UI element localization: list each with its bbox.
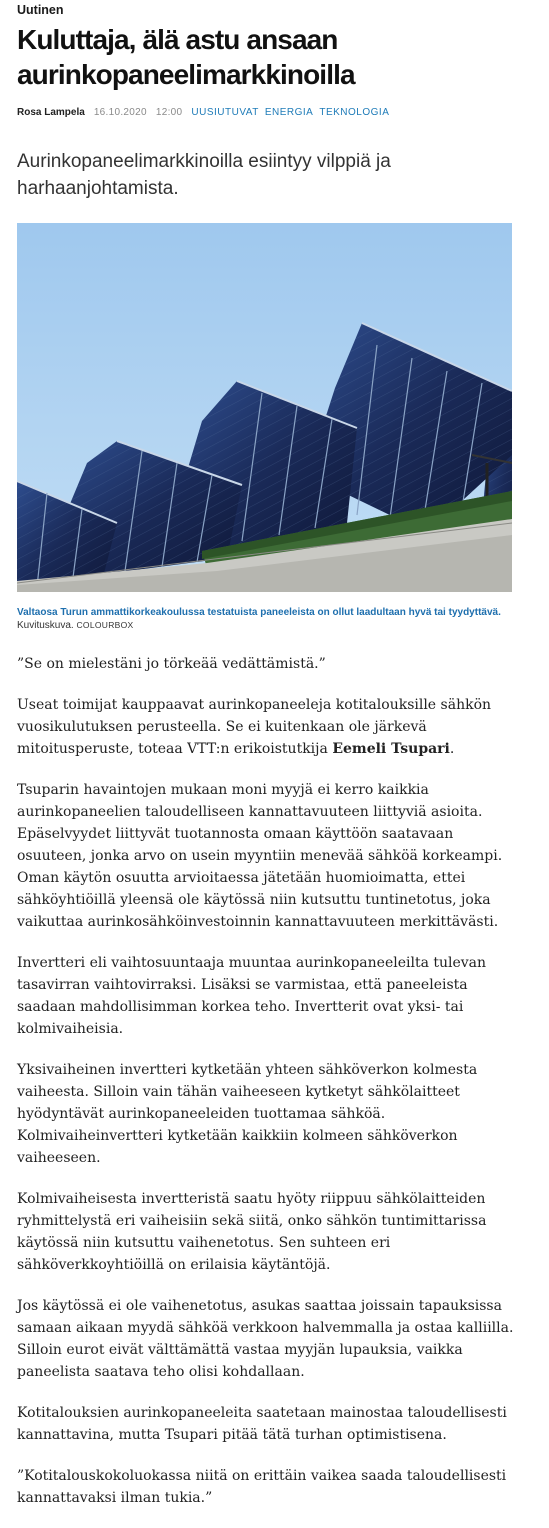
section-label: Uutinen xyxy=(17,3,64,17)
paragraph: Kotitalouksien aurinkopaneeleita saatetaan mainostaa taloudellisesti kannattavina, mutta Tsupari pitää tätä turhan optimistisena. xyxy=(17,1405,507,1443)
publish-time: 12:00 xyxy=(155,107,183,118)
tag-energia[interactable]: ENERGIA xyxy=(264,107,314,118)
paragraph: Jos käytössä ei ole vaihenetotus, asukas saattaa joissain tapauksissa samaan aikaan myydä sähköä verkkoon halvemmalla ja ostaa kalliilla. Silloin eurot eivät välttämättä vastaa myyjän lupauksia, vaikka paneelista saatava teho olisi kohdallaan. xyxy=(17,1298,514,1380)
image-credit: Kuvituskuva. xyxy=(17,620,74,631)
paragraph: Useat toimijat kauppaavat aurinkopaneeleja kotitalouksille sähkön vuosikulutuksen perusteella. Se ei kuitenkaan ole järkevä mitoitusperuste, toteaa VTT:n erikoistutkija Eemeli Tsupari. xyxy=(17,697,492,757)
caption-text: Valtaosa Turun ammattikorkeakoulussa testatuista paneeleista on ollut laadultaan hyvä tai tyydyttävä. xyxy=(17,607,501,618)
publish-date: 16.10.2020 xyxy=(93,107,147,118)
article-body xyxy=(17,653,515,1528)
author-name[interactable]: Rosa Lampela xyxy=(17,107,85,118)
article-title: Kuluttaja, älä astu ansaan aurinkopaneelimarkkinoilla xyxy=(17,24,355,90)
paragraph: Invertteri eli vaihtosuuntaaja muuntaa aurinkopaneeleilta tulevan tasavirran vaihtovirraksi. Lisäksi se varmistaa, että paneeleista saadaan mahdollisimman korkea teho. Invertterit ovat yksi- tai kolmivaiheisia. xyxy=(17,955,487,1037)
image-source: COLOURBOX xyxy=(76,620,134,630)
tag-teknologia[interactable]: TEKNOLOGIA xyxy=(319,107,390,118)
article-lead: Aurinkopaneelimarkkinoilla esiintyy vilppiä ja harhaanjohtamista. xyxy=(17,151,391,199)
paragraph: ”Se on mielestäni jo törkeää vedättämistä.” xyxy=(17,656,326,672)
solar-panels-photo xyxy=(17,223,512,592)
expert-name: Eemeli Tsupari xyxy=(332,741,450,757)
paragraph: Kolmivaiheisesta invertteristä saatu hyöty riippuu sähkölaitteiden ryhmittelystä eri vaiheisiin sekä siitä, onko sähkön tuntimittarissa käytössä niin kutsuttu vaihenetotus. Sen suhteen eri sähköverkkoyhtiöillä on erilaisia käytäntöjä. xyxy=(17,1191,487,1273)
paragraph: Tsuparin havaintojen mukaan moni myyjä ei kerro kaikkia aurinkopaneelien taloudelliseen kannattavuuteen liittyviä asioita. Epäselvyydet liittyvät tuotannosta omaan käyttöön saatavaan osuuteen, jonka arvo on usein myyntiin menevää sähköä korkeampi. Oman käytön osuutta arvioitaessa jätetään huomioimatta, ettei sähköyhtiöillä yleensä ole käytössä niin kutsuttu tuntinetotus, joka vaikuttaa aurinkosähköinvestoinnin kannattavuuteen merkittävästi. xyxy=(17,782,503,930)
paragraph: ”Kotitalouskokoluokassa niitä on erittäin vaikea saada taloudellisesti kannattavaksi ilman tukia.” xyxy=(17,1468,507,1506)
image-caption xyxy=(17,606,515,632)
tag-uusiutuvat[interactable]: UUSIUTUVAT xyxy=(191,107,259,118)
byline xyxy=(17,107,395,118)
paragraph: Yksivaiheinen invertteri kytketään yhteen sähköverkon kolmesta vaiheesta. Silloin vain tähän vaiheeseen kytketyt sähkölaitteet hyödyntävät aurinkopaneeleiden tuottamaa sähköä. Kolmivaiheinvertteri kytketään kaikkiin kolmeen sähköverkon vaiheeseen. xyxy=(17,1062,478,1166)
